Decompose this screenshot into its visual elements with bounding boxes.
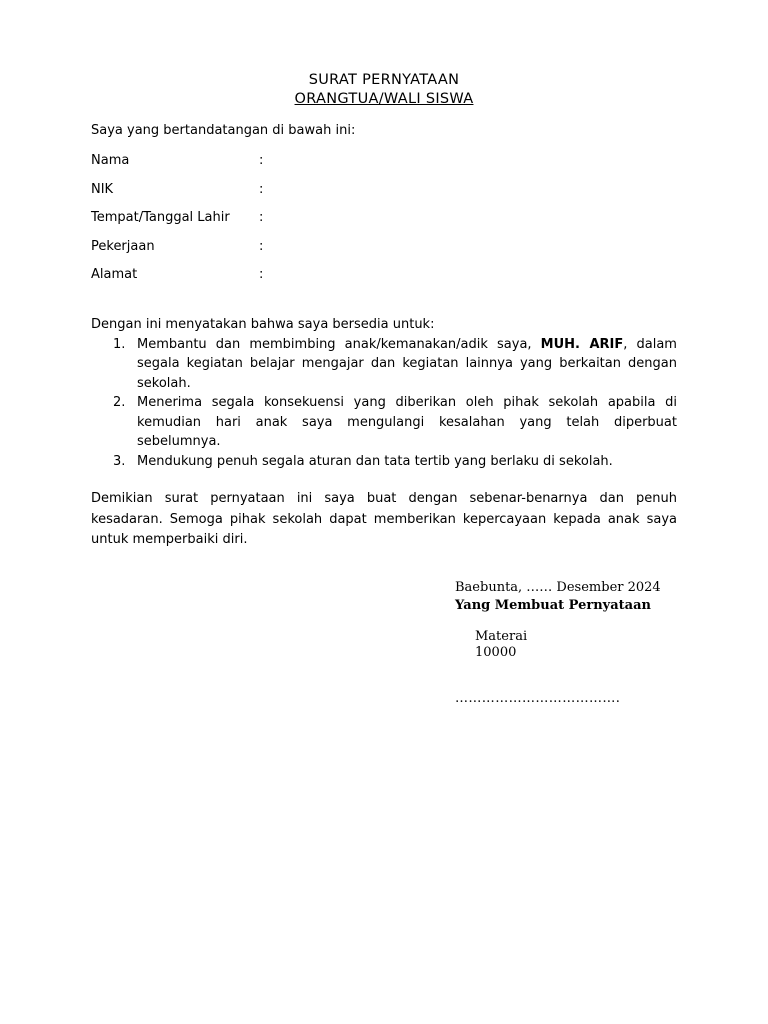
field-colon: : (259, 238, 264, 254)
intro-text: Saya yang bertandatangan di bawah ini: (91, 123, 356, 138)
stamp-label: Materai (475, 629, 528, 644)
statement-lead: Dengan ini menyatakan bahwa saya bersedia untuk: (91, 317, 435, 332)
list-number: 3. (113, 453, 126, 469)
list-item-text: Mendukung penuh segala aturan dan tata tertib yang berlaku di sekolah. (137, 453, 613, 469)
signer-role: Yang Membuat Pernyataan (455, 598, 651, 613)
field-colon: : (259, 210, 264, 225)
field-colon: : (259, 153, 264, 168)
field-label: Nama (91, 153, 130, 168)
field-label: Alamat (91, 267, 138, 282)
stamp-value: 10000 (475, 644, 517, 660)
list-item-text: Membantu dan membimbing anak/kemanakan/adik saya, MUH. ARIF, dalam segala kegiatan belajar mengajar dan kegiatan lainnya yang berkaitan dengan sekolah. (137, 336, 677, 391)
list-item (91, 335, 677, 394)
field-label: Tempat/Tanggal Lahir (91, 210, 230, 225)
list-item (91, 452, 677, 472)
student-name: MUH. ARIF (540, 336, 624, 352)
field-row-birth (91, 209, 269, 238)
identity-fields (91, 152, 269, 295)
stamp-placeholder (475, 629, 661, 660)
field-row-occupation (91, 238, 269, 267)
field-label: NIK (91, 181, 114, 197)
list-item (91, 393, 677, 452)
field-colon: : (259, 181, 264, 197)
document-title (0, 71, 768, 109)
statement-section (91, 315, 677, 471)
statement-list (91, 335, 677, 472)
field-colon: : (259, 267, 264, 282)
list-item-text: Menerima segala konsekuensi yang diberikan oleh pihak sekolah apabila di kemudian hari anak saya mengulangi kesalahan yang telah diperbuat sebelumnya. (137, 395, 677, 449)
closing-paragraph: Demikian surat pernyataan ini saya buat dengan sebenar-benarnya dan penuh kesadaran. Semoga pihak sekolah dapat memberikan kepercayaan kepada anak saya untuk memperbaiki diri. (91, 491, 677, 547)
place-date: Baebunta, …… Desember 2024 (455, 580, 661, 595)
title-line-parent-guardian: ORANGTUA/WALI SISWA (294, 91, 474, 107)
title-line-statement: SURAT PERNYATAAN (308, 72, 460, 88)
field-row-address (91, 266, 269, 295)
signature-block (455, 579, 661, 708)
field-label: Pekerjaan (91, 238, 155, 254)
signature-line: ………………………………. (455, 691, 621, 706)
field-row-nik (91, 181, 269, 210)
list-number: 1. (113, 336, 126, 352)
field-row-name (91, 152, 269, 181)
list-number: 2. (113, 395, 126, 410)
